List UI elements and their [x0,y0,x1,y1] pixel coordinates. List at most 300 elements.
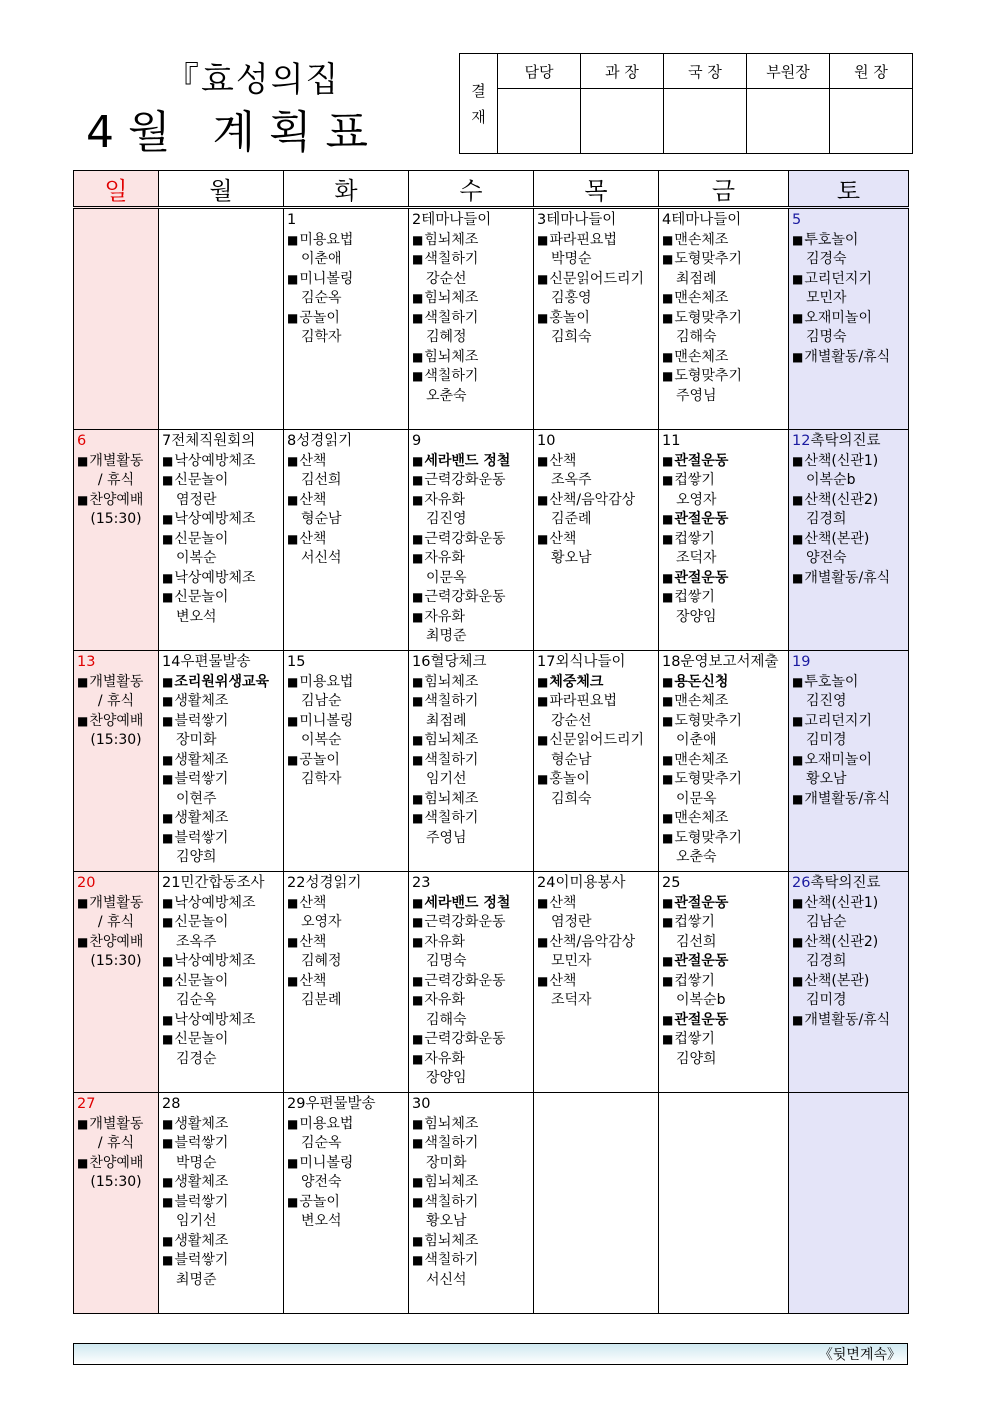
day-header [287,874,405,894]
bullet-square-icon: ■ [792,791,804,806]
continued-note: 《뒷면계속》 [73,1343,908,1365]
bullet-square-icon: ■ [162,1253,174,1267]
calendar-day-cell[interactable] [409,208,534,430]
bullet-square-icon: ■ [287,271,299,286]
bullet-square-icon: ■ [412,551,424,565]
day-number: 7 [162,433,172,449]
activity-item: ■낙상예방체조 [162,452,256,469]
day-event-title: 촉탁의진료 [810,433,881,449]
resident-name: 변오석 [176,608,217,625]
calendar-day-cell[interactable] [284,872,409,1093]
calendar-day-cell[interactable] [159,208,284,430]
day-number: 11 [662,433,681,449]
activity-item: ■미용요법 [287,673,354,690]
bullet-square-icon: ■ [77,1116,89,1131]
bullet-square-icon: ■ [412,369,424,383]
day-number: 5 [792,212,802,228]
approval-box [459,53,913,154]
activity-item: ■산책 [287,894,327,911]
resident-name: 이춘애 [676,732,717,748]
activity-item: ■투호놀이 [792,231,859,248]
signature-cell[interactable] [581,89,664,154]
activity-item: ■신문읽어드리기 [537,270,645,287]
resident-name: 장양임 [676,608,717,625]
calendar-day-cell[interactable] [534,651,659,872]
calendar-day-cell[interactable] [534,430,659,651]
bullet-square-icon: ■ [162,1012,174,1027]
activity-item: ■블럭쌓기 [162,771,229,787]
resident-name: 조덕자 [551,992,592,1008]
bullet-square-icon: ■ [287,934,299,949]
day-number: 21 [162,875,181,891]
bullet-square-icon: ■ [412,1032,424,1046]
resident-name: 임기선 [426,771,467,787]
bullet-square-icon: ■ [412,349,424,364]
bullet-square-icon: ■ [162,1175,174,1189]
day-number: 12 [792,433,811,449]
bullet-square-icon: ■ [537,934,549,949]
resident-name: 김경숙 [806,251,847,267]
activity-item: ■신문놀이 [162,589,229,605]
bullet-square-icon: ■ [287,1194,299,1209]
resident-name: 황오남 [551,550,592,566]
activity-item: ■홍놀이 [537,771,590,787]
activity-item: ■신문놀이 [162,1031,229,1047]
day-number: 16 [412,654,431,670]
bullet-square-icon: ■ [287,752,299,767]
bullet-square-icon: ■ [537,232,549,247]
resident-name: 김경희 [806,511,847,527]
calendar-day-cell[interactable] [659,430,789,651]
activity-item: ■힘뇌체조 [412,348,479,365]
calendar-day-cell[interactable] [159,1093,284,1314]
activity-note: / 휴식 [97,472,135,488]
bullet-square-icon: ■ [662,811,674,825]
calendar-day-cell[interactable] [284,651,409,872]
calendar-day-cell[interactable] [534,872,659,1093]
bullet-square-icon: ■ [537,772,549,786]
activity-item: ■생활체조 [162,1174,229,1190]
day-event-title: 외식나들이 [555,654,626,670]
bullet-square-icon: ■ [412,609,424,624]
activity-item: ■생활체조 [162,1232,229,1249]
calendar-day-cell[interactable] [789,430,909,651]
resident-name: 이현주 [176,790,217,807]
bullet-square-icon: ■ [412,791,424,806]
activity-item: ■도형맞추기 [662,771,742,787]
bullet-square-icon: ■ [162,915,174,929]
calendar-day-cell[interactable] [74,651,159,872]
calendar-day-cell[interactable] [159,872,284,1093]
calendar-day-cell[interactable] [284,430,409,651]
bullet-square-icon: ■ [162,973,174,988]
calendar-day-cell[interactable] [159,430,284,651]
calendar-day-cell[interactable] [409,1093,534,1314]
resident-name: 이문옥 [426,569,467,586]
activity-item: ■미용요법 [287,1115,354,1132]
resident-name: 장미화 [176,732,217,748]
activity-item: ■색칠하기 [412,251,479,267]
resident-name: 이복순 [301,732,342,748]
activity-item: ■색칠하기 [412,693,479,709]
resident-name: 형순남 [301,511,342,527]
bullet-square-icon: ■ [792,674,804,689]
bullet-square-icon: ■ [412,1194,424,1209]
day-number: 25 [662,875,681,891]
activity-item: ■오재미놀이 [792,309,872,326]
bullet-square-icon: ■ [662,694,674,708]
bullet-square-icon: ■ [662,954,674,968]
bullet-square-icon: ■ [662,590,674,604]
bullet-square-icon: ■ [412,674,424,689]
day-number: 28 [162,1096,181,1112]
activity-item: ■산책 [287,972,327,989]
activity-item: ■산책(신관1) [792,452,879,469]
activity-item: ■색칠하기 [412,368,479,384]
activity-item: ■컵쌓기 [662,914,715,930]
activity-item: ■도형맞추기 [662,712,742,729]
calendar-week [74,430,909,651]
activity-note: / 휴식 [97,1135,135,1151]
resident-name: 서신석 [301,550,342,566]
calendar-day-cell[interactable] [659,208,789,430]
activity-item: ■블럭쌓기 [162,1252,229,1268]
resident-name: 김학자 [301,329,342,345]
bullet-square-icon: ■ [662,772,674,786]
bullet-square-icon: ■ [412,252,424,266]
day-number: 2 [412,212,422,228]
resident-name: 강순선 [551,712,592,729]
activity-item: ■색칠하기 [412,810,479,826]
activity-note: (15:30) [90,511,142,527]
activity-item: ■힘뇌체조 [412,290,479,306]
bullet-square-icon: ■ [662,310,674,325]
bullet-square-icon: ■ [792,934,804,949]
activity-item: ■신문놀이 [162,472,229,488]
bullet-square-icon: ■ [537,895,549,910]
day-header [162,1095,280,1115]
day-header [287,653,405,673]
calendar-week [74,651,909,872]
bullet-square-icon: ■ [537,531,549,546]
bullet-square-icon: ■ [662,973,674,988]
resident-name: 이복순b [676,992,726,1008]
day-header [792,874,905,894]
calendar-day-cell[interactable] [74,872,159,1093]
resident-name: 김순옥 [301,290,342,306]
resident-name: 김해숙 [426,1011,467,1028]
activity-item: ■개별활동/휴식 [792,348,891,365]
bullet-square-icon: ■ [537,674,549,689]
resident-name: 황오남 [806,771,847,787]
bullet-square-icon: ■ [287,232,299,247]
bullet-square-icon: ■ [412,811,424,825]
bullet-square-icon: ■ [287,1116,299,1131]
activity-item: ■신문놀이 [162,972,229,989]
bullet-square-icon: ■ [792,895,804,910]
bullet-square-icon: ■ [662,570,674,585]
resident-name: 김경순 [176,1050,217,1067]
bullet-square-icon: ■ [412,531,424,546]
day-header [77,432,155,452]
resident-name: 김순옥 [301,1135,342,1151]
bullet-square-icon: ■ [412,291,424,305]
activity-item: ■자유화 [412,550,465,566]
day-header [662,874,785,894]
resident-name: 서신석 [426,1271,467,1288]
bullet-square-icon: ■ [77,453,89,468]
bullet-square-icon: ■ [662,830,674,845]
calendar-day-cell[interactable] [409,651,534,872]
calendar-day-cell[interactable] [534,208,659,430]
day-header [287,1095,405,1115]
calendar-day-cell[interactable] [789,872,909,1093]
resident-name: 김명숙 [806,329,847,345]
activity-item: ■산책 [287,452,327,469]
activity-item: ■산책(신관2) [792,933,879,950]
activity-item: ■맨손체조 [662,751,729,768]
activity-item: ■고리던지기 [792,712,872,729]
activity-item: ■자유화 [412,1050,465,1067]
activity-item: ■근력강화운동 [412,589,506,605]
day-event-title: 테마나들이 [671,212,742,228]
calendar-week [74,1093,909,1314]
activity-item: ■힘뇌체조 [412,732,479,748]
resident-name: 김희숙 [551,790,592,807]
activity-item: ■관절운동 [662,452,729,469]
activity-item: ■자유화 [412,491,465,508]
day-event-title: 촉탁의진료 [810,875,881,891]
bullet-square-icon: ■ [412,1136,424,1150]
bullet-square-icon: ■ [662,453,674,468]
day-number: 23 [412,875,431,891]
bullet-square-icon: ■ [792,531,804,546]
day-event-title: 우편물발송 [180,654,251,670]
day-event-title: 성경읽기 [305,875,362,891]
resident-name: 김분례 [301,992,342,1008]
bullet-square-icon: ■ [162,674,174,689]
activity-item: ■맨손체조 [662,348,729,365]
activity-item: ■산책 [537,894,577,911]
calendar-day-cell[interactable] [284,1093,409,1314]
resident-name: 김양희 [676,1050,717,1067]
bullet-square-icon: ■ [662,1012,674,1027]
activity-item: ■컵쌓기 [662,530,715,547]
day-header [537,874,655,894]
weekday-tue: 화 [284,171,409,208]
activity-item: ■투호놀이 [792,673,859,690]
day-header [537,432,655,452]
resident-name: 강순선 [426,270,467,287]
day-event-title: 성경읽기 [296,433,353,449]
activity-item: ■미니볼링 [287,270,354,287]
signature-cell[interactable] [747,89,830,154]
bullet-square-icon: ■ [162,1032,174,1046]
bullet-square-icon: ■ [162,570,174,585]
day-event-title: 운영보고서제출 [680,654,779,670]
bullet-square-icon: ■ [287,531,299,546]
calendar-day-cell[interactable] [789,1093,909,1314]
resident-name: 모민자 [551,953,592,969]
activity-item: ■개별활동 [77,673,144,690]
activity-item: ■낙상예방체조 [162,953,256,969]
day-header [412,874,530,894]
bullet-square-icon: ■ [792,752,804,767]
activity-item: ■조리원위생교육 [162,673,270,690]
day-event-title: 전체직원회의 [171,433,256,449]
resident-name: 김경희 [806,953,847,969]
activity-item: ■낙상예방체조 [162,569,256,586]
calendar-day-cell[interactable] [74,208,159,430]
activity-item: ■낙상예방체조 [162,511,256,527]
page-title-line2: 4월 계획표 [86,107,382,158]
activity-item: ■산책(본관) [792,972,870,989]
weekday-sun: 일 [74,171,159,208]
activity-item: ■도형맞추기 [662,368,742,384]
day-header [792,432,905,452]
resident-name: 최명준 [176,1271,217,1288]
day-number: 20 [77,875,96,891]
activity-item: ■도형맞추기 [662,309,742,326]
activity-item: ■산책(본관) [792,530,870,547]
day-number: 6 [77,433,87,449]
bullet-square-icon: ■ [162,531,174,546]
activity-item: ■산책 [287,491,327,508]
resident-name: 조덕자 [676,550,717,566]
bullet-square-icon: ■ [287,492,299,507]
day-number: 13 [77,654,96,670]
signature-cell[interactable] [664,89,747,154]
activity-item: ■색칠하기 [412,1193,479,1210]
day-header [162,653,280,673]
day-header [162,432,280,452]
activity-item: ■근력강화운동 [412,1031,506,1047]
bullet-square-icon: ■ [412,1233,424,1248]
bullet-square-icon: ■ [162,512,174,526]
day-number: 8 [287,433,297,449]
activity-item: ■맨손체조 [662,810,729,826]
resident-name: 김진영 [426,511,467,527]
activity-item: ■자유화 [412,608,465,625]
activity-item: ■개별활동 [77,452,144,469]
calendar-day-cell[interactable] [159,651,284,872]
day-event-title: 민간합동조사 [180,875,265,891]
activity-item: ■관절운동 [662,569,729,586]
activity-item: ■도형맞추기 [662,251,742,267]
bullet-square-icon: ■ [412,1116,424,1131]
calendar-day-cell[interactable] [659,1093,789,1314]
approval-col-2: 과 장 [581,54,664,89]
calendar-table [73,170,909,1314]
day-event-title: 이미용봉사 [555,875,626,891]
activity-item: ■개별활동 [77,1115,144,1132]
resident-name: 최점례 [426,712,467,729]
day-number: 9 [412,433,422,449]
bullet-square-icon: ■ [662,915,674,929]
activity-item: ■미니볼링 [287,1154,354,1171]
activity-item: ■미용요법 [287,231,354,248]
approval-label: 결 재 [460,54,498,154]
resident-name: 김미경 [806,732,847,748]
calendar-day-cell[interactable] [659,651,789,872]
bullet-square-icon: ■ [792,453,804,468]
bullet-square-icon: ■ [162,590,174,604]
bullet-square-icon: ■ [662,349,674,364]
resident-name: 이춘애 [301,251,342,267]
bullet-square-icon: ■ [537,310,549,325]
calendar-day-cell[interactable] [409,430,534,651]
calendar-day-cell[interactable] [789,208,909,430]
signature-cell[interactable] [830,89,913,154]
resident-name: 조옥주 [176,933,217,950]
day-number: 26 [792,875,811,891]
day-number: 18 [662,654,681,670]
calendar-day-cell[interactable] [409,872,534,1093]
resident-name: 주영님 [676,387,717,404]
bullet-square-icon: ■ [287,453,299,468]
activity-item: ■생활체조 [162,810,229,826]
bullet-square-icon: ■ [162,954,174,968]
day-header [662,653,785,673]
activity-item: ■자유화 [412,992,465,1008]
activity-item: ■산책 [287,933,327,950]
resident-name: 김혜정 [426,329,467,345]
activity-item: ■신문놀이 [162,914,229,930]
resident-name: 김명숙 [426,953,467,969]
day-number: 10 [537,433,556,449]
bullet-square-icon: ■ [662,232,674,247]
calendar-day-cell[interactable] [659,872,789,1093]
day-number: 22 [287,875,306,891]
page-title-line1: 『효성의집 [165,60,341,100]
resident-name: 임기선 [176,1213,217,1229]
calendar-day-cell[interactable] [789,651,909,872]
signature-cell[interactable] [498,89,581,154]
activity-item: ■힘뇌체조 [412,231,479,248]
bullet-square-icon: ■ [412,453,424,468]
calendar-day-cell[interactable] [534,1093,659,1314]
weekday-mon: 월 [159,171,284,208]
bullet-square-icon: ■ [792,232,804,247]
bullet-square-icon: ■ [412,1253,424,1267]
calendar-day-cell[interactable] [74,1093,159,1314]
bullet-square-icon: ■ [662,252,674,266]
resident-name: 양전숙 [301,1174,342,1190]
resident-name: 염정란 [176,491,217,508]
bullet-square-icon: ■ [412,590,424,604]
bullet-square-icon: ■ [287,674,299,689]
bullet-square-icon: ■ [77,492,89,507]
resident-name: 장양임 [426,1070,467,1086]
bullet-square-icon: ■ [412,973,424,988]
resident-name: 김순옥 [176,992,217,1008]
activity-item: ■컵쌓기 [662,972,715,989]
bullet-square-icon: ■ [662,1032,674,1046]
day-header [412,432,530,452]
calendar-day-cell[interactable] [74,430,159,651]
activity-item: ■세라밴드 정철 [412,894,511,911]
calendar-day-cell[interactable] [284,208,409,430]
resident-name: 오영자 [301,914,342,930]
resident-name: 오영자 [676,491,717,508]
bullet-square-icon: ■ [412,310,424,325]
bullet-square-icon: ■ [792,271,804,286]
resident-name: 김선희 [676,933,717,950]
activity-item: ■근력강화운동 [412,472,506,488]
day-event-title: 혈당체크 [430,654,487,670]
day-number: 19 [792,654,811,670]
resident-name: 김홍영 [551,290,592,306]
